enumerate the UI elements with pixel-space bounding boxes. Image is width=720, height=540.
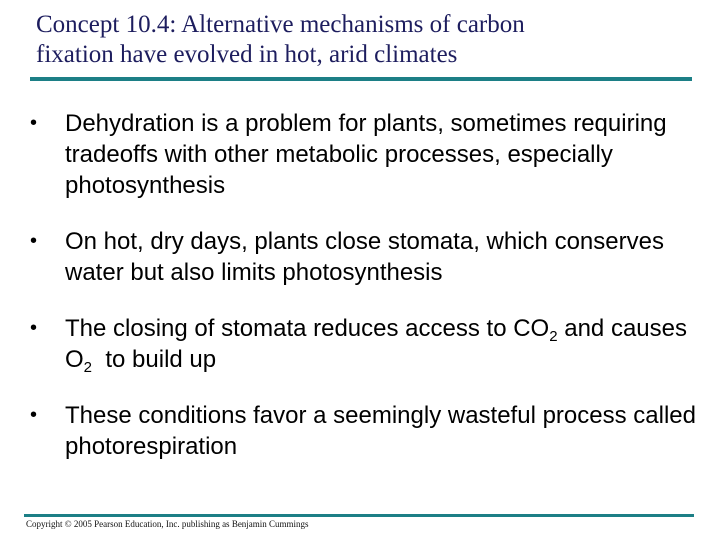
bullet-dot-icon: •	[30, 317, 38, 339]
slide-title-line-1: Concept 10.4: Alternative mechanisms of carbon	[36, 11, 525, 38]
bullet-dot-icon: •	[30, 404, 38, 426]
bullet-item-dehydration	[30, 108, 700, 201]
o2-subscript: 2	[83, 359, 93, 376]
title-divider	[30, 77, 692, 81]
bullet-item-stomata-close	[30, 226, 700, 288]
bullet-text-part-2: and causes O	[65, 315, 687, 373]
bullet-item-photorespiration	[30, 400, 700, 462]
bullet-dot-icon: •	[30, 230, 38, 252]
footer-divider	[24, 514, 694, 517]
bullet-list	[30, 108, 700, 487]
co2-subscript: 2	[549, 328, 558, 345]
slide-title	[36, 10, 696, 70]
bullet-item-co2-o2	[30, 313, 700, 375]
bullet-text: Dehydration is a problem for plants, sometimes requiring tradeoffs with other metabolic processes, especially photosynthesis	[65, 110, 667, 199]
bullet-text: On hot, dry days, plants close stomata, which conserves water but also limits photosynthesis	[65, 228, 664, 286]
copyright-footer: Copyright © 2005 Pearson Education, Inc. publishing as Benjamin Cummings	[26, 519, 309, 529]
bullet-text-part-3: to build up	[92, 346, 217, 373]
bullet-dot-icon: •	[30, 112, 38, 134]
bullet-text: These conditions favor a seemingly wasteful process called photorespiration	[65, 402, 696, 460]
bullet-text-part-1: The closing of stomata reduces access to CO	[65, 315, 550, 342]
slide-title-line-2: fixation have evolved in hot, arid climates	[36, 41, 458, 68]
